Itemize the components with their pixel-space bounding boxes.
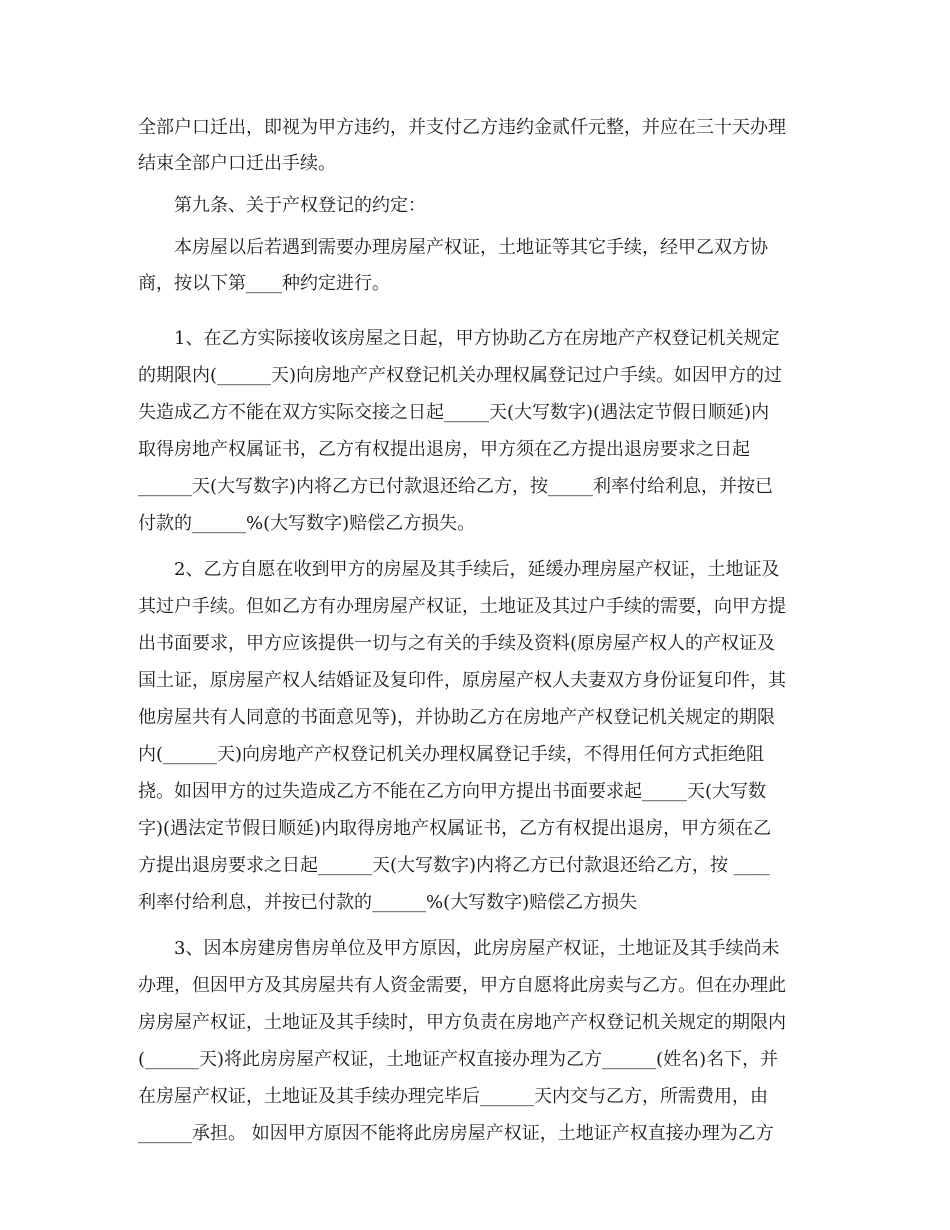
text-line: 商，按以下第____种约定进行。 (138, 273, 390, 294)
text-line: 1、在乙方实际接收该房屋之日起，甲方协助乙方在房地产产权登记机关规定 (174, 328, 780, 349)
text-line: 取得房地产权属证书，乙方有权提出退房，甲方须在乙方提出退房要求之日起 (138, 439, 750, 460)
text-line: 其过户手续。但如乙方有办理房屋产权证，土地证及其过户手续的需要，向甲方提 (138, 596, 786, 617)
text-line: (______天)将此房房屋产权证，土地证产权直接办理为乙方______(姓名)名下，并 (138, 1049, 779, 1070)
text-line: 办理，但因甲方及其房屋共有人资金需要，甲方自愿将此房卖与乙方。但在办理此 (138, 975, 786, 996)
text-line: 失造成乙方不能在双方实际交接之日起_____天(大写数字)(遇法定节假日顺延)内 (138, 402, 770, 423)
text-line: 在房屋产权证，土地证及其手续办理完毕后______天内交与乙方，所需费用，由 (138, 1086, 768, 1107)
text-line: 2、乙方自愿在收到甲方的房屋及其手续后，延缓办理房屋产权证，土地证及 (174, 559, 780, 580)
text-line: 3、因本房建房售房单位及甲方原因，此房房屋产权证，土地证及其手续尚未 (174, 938, 780, 959)
text-line: ______天(大写数字)内将乙方已付款退还给乙方，按_____利率付给利息，并按已 (138, 476, 774, 497)
text-line: 国土证，原房屋产权人结婚证及复印件，原房屋产权人夫妻双方身份证复印件，其 (138, 670, 786, 691)
text-line: 出书面要求，甲方应该提供一切与之有关的手续及资料(原房屋产权人的产权证及 (138, 633, 776, 654)
text-line: 结束全部户口迁出手续。 (138, 153, 336, 174)
text-line: 本房屋以后若遇到需要办理房屋产权证，土地证等其它手续，经甲乙双方协 (174, 237, 768, 258)
text-line: 全部户口迁出，即视为甲方违约，并支付乙方违约金贰仟元整，并应在三十天办理 (138, 117, 786, 138)
text-line: 房房屋产权证，土地证及其手续时，甲方负责在房地产产权登记机关规定的期限内 (138, 1012, 786, 1033)
text-line: 他房屋共有人同意的书面意见等)，并协助乙方在房地产产权登记机关规定的期限 (138, 707, 776, 728)
text-line: 的期限内(______天)向房地产产权登记机关办理权属登记过户手续。如因甲方的过 (138, 365, 783, 386)
text-line: ______承担。 如因甲方原因不能将此房房屋产权证，土地证产权直接办理为乙方 (138, 1123, 774, 1144)
section-heading: 第九条、关于产权登记的约定： (174, 195, 426, 216)
text-line: 内(______天)向房地产产权登记机关办理权属登记手续，不得用任何方式拒绝阻 (138, 744, 765, 765)
text-line: 方提出退房要求之日起______天(大写数字)内将乙方已付款退还给乙方，按 ____ (138, 855, 770, 876)
text-line: 挠。如因甲方的过失造成乙方不能在乙方向甲方提出书面要求起_____天(大写数 (138, 781, 767, 802)
text-line: 付款的______%(大写数字)赔偿乙方损失。 (138, 513, 476, 534)
text-line: 利率付给利息，并按已付款的______%(大写数字)赔偿乙方损失 (138, 892, 638, 913)
text-line: 字)(遇法定节假日顺延)内取得房地产权属证书，乙方有权提出退房，甲方须在乙 (138, 818, 772, 839)
